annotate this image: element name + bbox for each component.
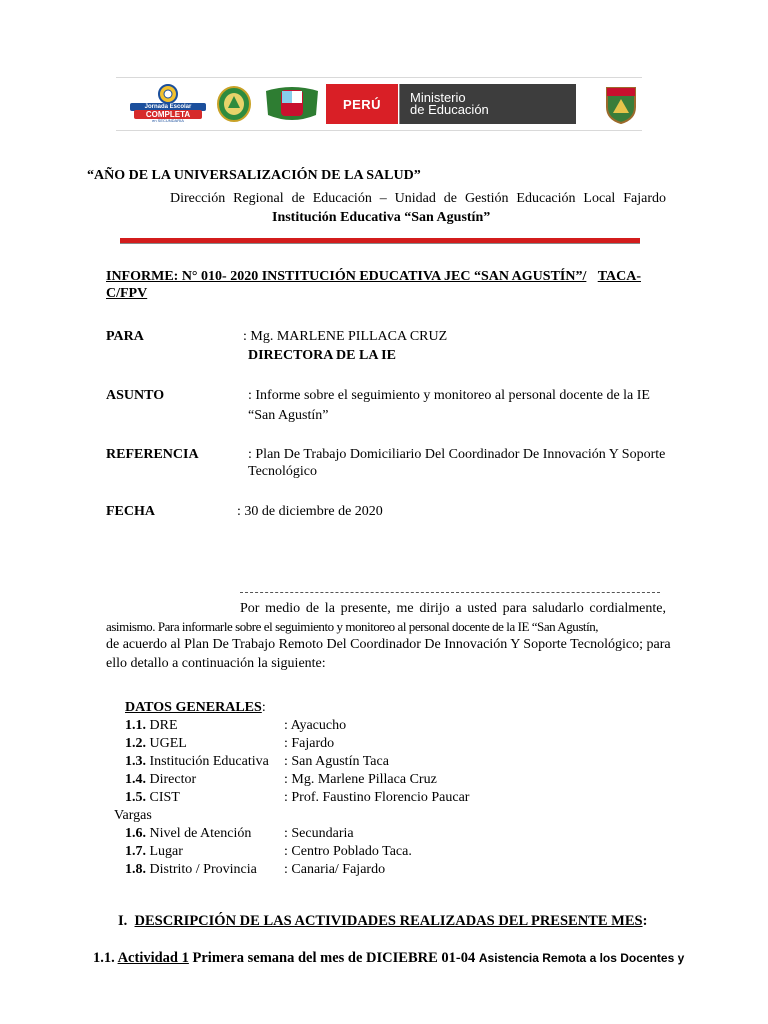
datos-generales-label: Nivel de Atención — [149, 826, 252, 841]
datos-generales-field — [125, 826, 251, 841]
section-i-colon: : — [642, 913, 648, 929]
para-label: PARA — [106, 329, 144, 344]
actividad-1-line — [93, 950, 684, 967]
datos-generales-field — [125, 844, 183, 859]
peru-coat-of-arms-icon — [262, 85, 322, 123]
jornada-logo-line3: en SECUNDARIA — [152, 118, 184, 123]
section-i-title: DESCRIPCIÓN DE LAS ACTIVIDADES REALIZADAS DEL PRESENTE MES — [134, 913, 643, 929]
datos-generales-value: Vargas — [114, 808, 152, 823]
actividad-label: Actividad 1 — [117, 950, 189, 966]
datos-generales-num: 1.4. — [125, 772, 146, 787]
datos-generales-row — [125, 753, 525, 771]
datos-generales-value: : San Agustín Taca — [284, 754, 389, 769]
school-seal-icon — [217, 86, 251, 122]
datos-generales-label: Institución Educativa — [149, 754, 269, 769]
datos-generales-row — [125, 735, 525, 753]
year-motto: “AÑO DE LA UNIVERSALIZACIÓN DE LA SALUD” — [87, 168, 421, 183]
datos-generales-value: : Mg. Marlene Pillaca Cruz — [284, 772, 437, 787]
asunto-label: ASUNTO — [106, 388, 165, 403]
datos-generales-value: : Centro Poblado Taca. — [284, 844, 412, 859]
direccion-regional: Dirección Regional de Educación – Unidad de Gestión Educación Local Fajardo — [170, 191, 666, 206]
institucion-educativa: Institución Educativa “San Agustín” — [272, 210, 491, 225]
datos-generales-num: 1.2. — [125, 736, 146, 751]
datos-generales-title — [125, 699, 266, 716]
actividad-tail: Asistencia Remota a los Docentes y — [478, 951, 685, 965]
datos-generales-label: Distrito / Provincia — [149, 862, 257, 877]
asunto-value-2: “San Agustín” — [248, 408, 329, 423]
section-i-num: I. — [118, 913, 128, 929]
peru-label: PERÚ — [326, 84, 398, 124]
datos-generales-num: 1.6. — [125, 826, 146, 841]
datos-generales-num: 1.7. — [125, 844, 146, 859]
datos-generales-row — [125, 825, 525, 843]
datos-generales-field — [125, 790, 180, 805]
datos-generales-num: 1.3. — [125, 754, 146, 769]
informe-title-prefix: INFORME: N° 010- 2020 INSTITUCIÓN EDUCATIVA JEC “SAN AGUSTÍN”/ — [106, 269, 587, 284]
ministerio-educacion-block — [399, 84, 576, 124]
actividad-num: 1.1. — [93, 950, 115, 966]
body-line-2: asimismo. Para informarle sobre el seguimiento y monitoreo al personal docente de la IE “San Agustín, — [106, 619, 599, 634]
fecha-label: FECHA — [106, 504, 155, 519]
datos-generales-field — [125, 754, 269, 769]
datos-generales-value: : Secundaria — [284, 826, 354, 841]
header-divider — [120, 238, 640, 244]
datos-generales-field — [125, 862, 257, 877]
datos-generales-value: : Prof. Faustino Florencio Paucar — [284, 790, 470, 805]
datos-generales-num: 1.1. — [125, 718, 146, 733]
datos-generales-label: Lugar — [149, 844, 183, 859]
section-i-heading — [118, 913, 647, 930]
datos-generales-value: : Fajardo — [284, 736, 335, 751]
ministerio-line1: Ministerio — [410, 90, 466, 105]
body-line-1: Por medio de la presente, me dirijo a usted para saludarlo cordialmente, — [240, 601, 666, 616]
body-line-3: de acuerdo al Plan De Trabajo Remoto Del Coordinador De Innovación Y Soporte Tecnológico; para — [106, 637, 671, 652]
datos-generales-row — [125, 771, 525, 789]
datos-generales-num: 1.5. — [125, 790, 146, 805]
ugel-shield-icon — [604, 85, 638, 125]
jornada-logo-line2: COMPLETA — [145, 110, 191, 119]
asunto-value-1: : Informe sobre el seguimiento y monitoreo al personal docente de la IE — [248, 388, 650, 403]
actividad-text: Primera semana del mes de DICIEBRE 01-04 — [188, 950, 479, 966]
datos-generales-field — [125, 736, 187, 751]
referencia-value-1: : Plan De Trabajo Domiciliario Del Coordinador De Innovación Y Soporte — [248, 447, 666, 462]
para-role: DIRECTORA DE LA IE — [248, 348, 396, 363]
fecha-value: : 30 de diciembre de 2020 — [237, 504, 383, 519]
para-value: : Mg. MARLENE PILLACA CRUZ — [243, 329, 448, 344]
informe-title-line2: C/FPV — [106, 286, 148, 301]
datos-generales-value: : Ayacucho — [284, 718, 347, 733]
datos-generales-label: DRE — [149, 718, 178, 733]
datos-generales-value: : Canaria/ Fajardo — [284, 862, 386, 877]
referencia-label: REFERENCIA — [106, 447, 199, 462]
dotted-separator — [240, 592, 660, 593]
datos-generales-row — [125, 789, 525, 807]
datos-generales-label: Director — [149, 772, 197, 787]
datos-generales-num: 1.8. — [125, 862, 146, 877]
datos-generales-field — [125, 718, 178, 733]
body-line-4: ello detallo a continuación la siguiente: — [106, 656, 326, 671]
datos-generales-row — [114, 807, 525, 825]
datos-generales-row — [125, 843, 525, 861]
informe-title-suffix: TACA- — [597, 269, 641, 284]
datos-generales-field — [125, 772, 196, 787]
ministerio-line2: de Educación — [410, 102, 489, 117]
datos-generales-title-text: DATOS GENERALES — [125, 700, 262, 715]
datos-generales-label: CIST — [149, 790, 180, 805]
datos-generales-list — [114, 717, 525, 879]
informe-title-line1 — [106, 268, 641, 285]
jornada-logo-line1: Jornada Escolar — [144, 104, 192, 110]
datos-generales-label: UGEL — [149, 736, 187, 751]
datos-generales-row — [125, 861, 525, 879]
datos-generales-row — [125, 717, 525, 735]
datos-generales-colon: : — [261, 700, 266, 715]
jornada-escolar-logo — [128, 83, 208, 123]
referencia-value-2: Tecnológico — [248, 464, 317, 479]
